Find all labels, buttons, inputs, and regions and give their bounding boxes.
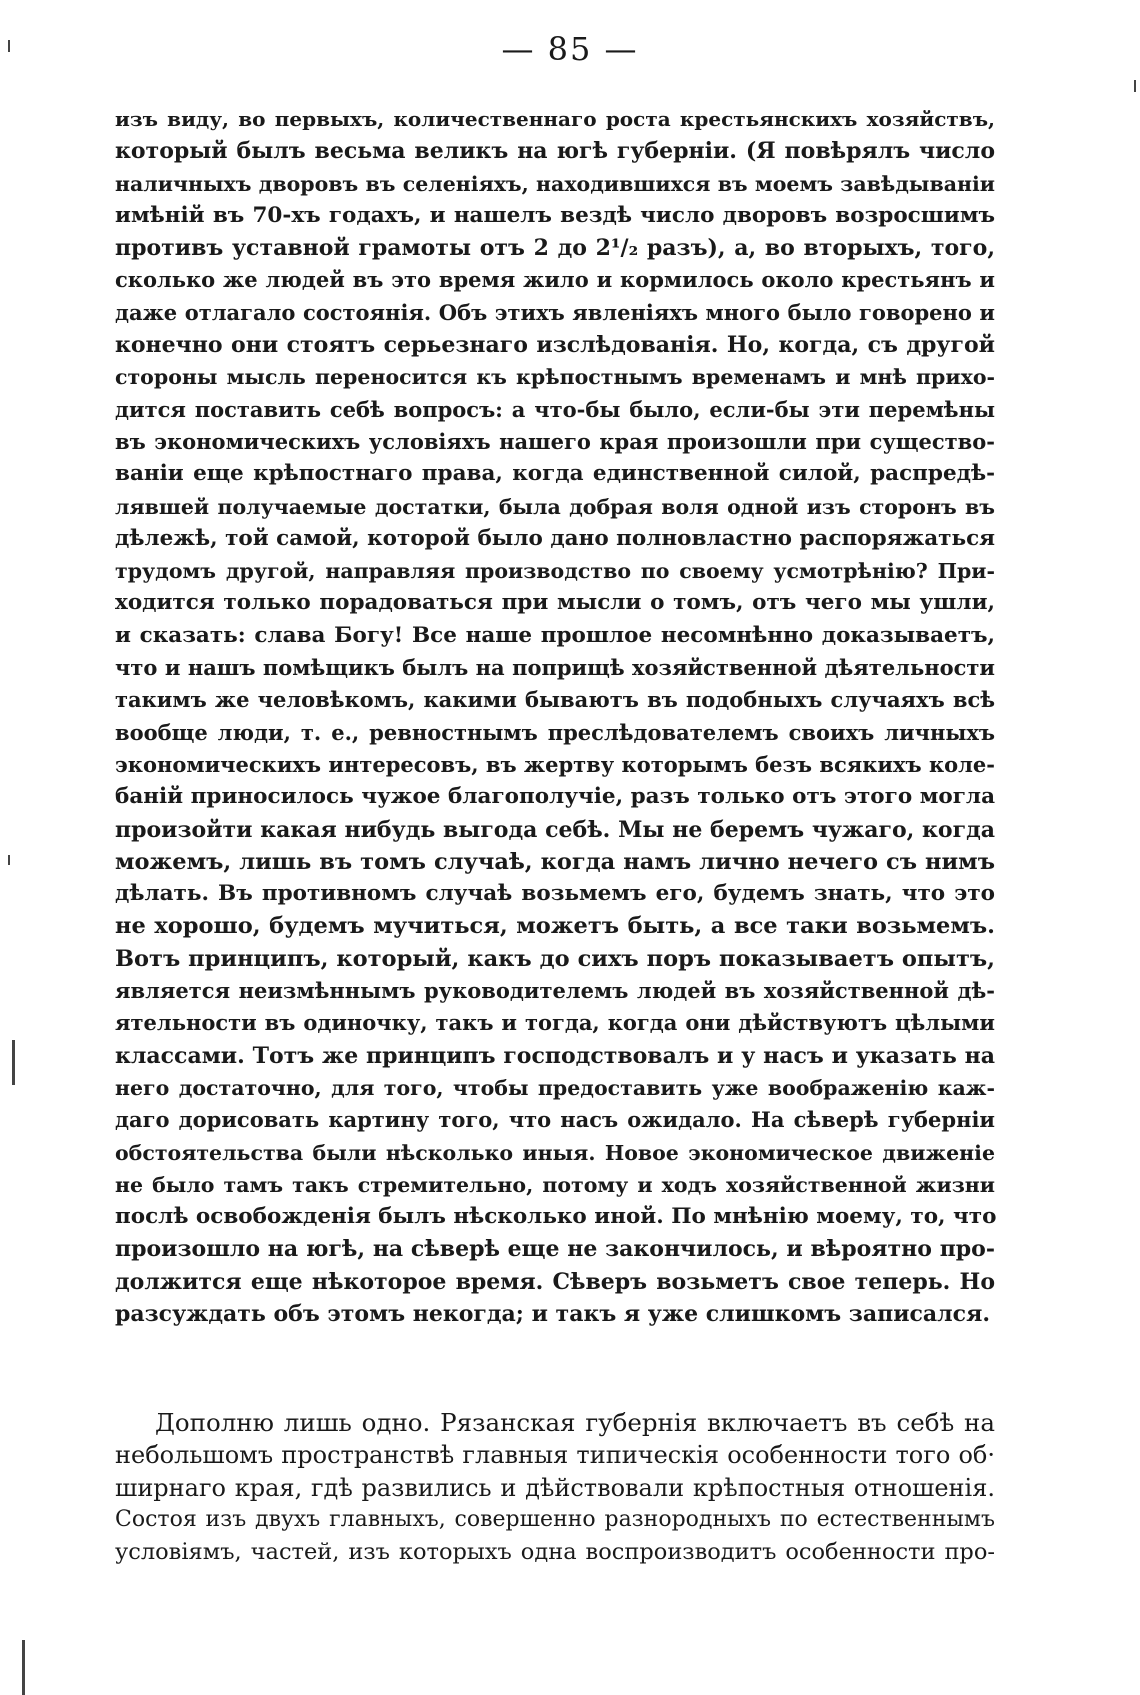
text-line: можемъ, лишь въ томъ случаѣ, когда намъ лично нечего съ нимъ <box>115 848 995 875</box>
text-line: условіямъ, частей, изъ которыхъ одна воспроизводитъ особенности про- <box>115 1539 995 1566</box>
text-line: Состоя изъ двухъ главныхъ, совершенно разнородныхъ по естественнымъ <box>115 1506 995 1532</box>
text-line: баній приносилось чужое благополучіе, разъ только отъ этого могла <box>115 784 995 810</box>
text-line: трудомъ другой, направляя производство по своему усмотрѣнію? При- <box>115 559 995 584</box>
text-line: стороны мысль переносится къ крѣпостнымъ временамъ и мнѣ прихо- <box>115 365 995 390</box>
text-line: Дополню лишь одно. Рязанская губернія включаетъ въ себѣ на <box>155 1408 995 1437</box>
text-line: разсуждать объ этомъ некогда; и такъ я уже слишкомъ записался. <box>115 1300 990 1327</box>
text-line: классами. Тотъ же принципъ господствовалъ и у насъ и указать на <box>115 1042 995 1069</box>
text-line: ширнаго края, гдѣ развились и дѣйствовали крѣпостныя отношенія. <box>115 1473 995 1502</box>
text-line: произошло на югѣ, на сѣверѣ еще не закончилось, и вѣроятно про- <box>115 1236 995 1263</box>
text-line: вообще люди, т. е., ревностнымъ преслѣдователемъ своихъ личныхъ <box>115 719 995 745</box>
text-line: что и нашъ помѣщикъ былъ на поприщѣ хозяйственной дѣятельности <box>115 655 995 681</box>
text-line: обстоятельства были нѣсколько иныя. Новое экономическое движеніе <box>115 1140 995 1165</box>
text-line: имѣній въ 70-хъ годахъ, и нашелъ вездѣ число дворовъ возросшимъ <box>115 202 995 228</box>
text-line: такимъ же человѣкомъ, какими бываютъ въ подобныхъ случаяхъ всѣ <box>115 687 995 713</box>
margin-mark <box>22 1640 25 1695</box>
margin-mark <box>12 1040 15 1085</box>
text-line: Вотъ принципъ, который, какъ до сихъ поръ показываетъ опытъ, <box>115 945 995 972</box>
text-line: даго дорисовать картину того, что насъ ожидало. На сѣверѣ губерніи <box>115 1107 995 1133</box>
text-line: послѣ освобожденія былъ нѣсколько иной. По мнѣнію моему, то, что <box>115 1204 997 1230</box>
text-line: должится еще нѣкоторое время. Сѣверъ возьметъ свое теперь. Но <box>115 1268 995 1295</box>
text-line: наличныхъ дворовъ въ селеніяхъ, находившихся въ моемъ завѣдываніи <box>115 171 995 196</box>
text-line: въ экономическихъ условіяхъ нашего края произошли при существо- <box>115 428 995 454</box>
text-line: ваніи еще крѣпостнаго права, когда единственной силой, распредѣ- <box>115 461 995 487</box>
text-line: дѣлежѣ, той самой, которой было дано полновластно распоряжаться <box>115 525 996 551</box>
text-line: ходится только порадоваться при мысли о томъ, отъ чего мы ушли, <box>115 590 995 616</box>
paragraph-2 <box>115 1407 995 1568</box>
page-number: — 85 — <box>501 30 639 68</box>
text-line: небольшомъ пространствѣ главныя типическія особенности того об· <box>115 1441 995 1470</box>
text-line: дѣлать. Въ противномъ случаѣ возьмемъ его, будемъ знать, что это <box>115 881 995 907</box>
text-line: не хорошо, будемъ мучиться, можетъ быть, а все таки возьмемъ. <box>115 913 995 940</box>
text-line: дится поставить себѣ вопросъ: а что-бы было, если-бы эти перемѣны <box>115 396 995 422</box>
text-line: и сказать: слава Богу! Все наше прошлое несомнѣнно доказываетъ, <box>115 622 995 648</box>
text-line: не было тамъ такъ стремительно, потому и ходъ хозяйственной жизни <box>115 1172 995 1197</box>
text-line: конечно они стоятъ серьезнаго изслѣдованія. Но, когда, съ другой <box>115 332 995 359</box>
text-line: даже отлагало состоянія. Объ этихъ явленіяхъ много было говорено и <box>115 299 995 325</box>
text-line: является неизмѣннымъ руководителемъ людей въ хозяйственной дѣ- <box>115 978 995 1004</box>
text-line: лявшей получаемые достатки, была добрая воля одной изъ сторонъ въ <box>115 494 995 519</box>
text-line: противъ уставной грамоты отъ 2 до 2¹/₂ разъ), а, во вторыхъ, того, <box>115 235 995 262</box>
text-line: экономическихъ интересовъ, въ жертву которымъ безъ всякихъ коле- <box>115 751 995 777</box>
text-line: сколько же людей въ это время жило и кормилось около крестьянъ и <box>115 267 995 293</box>
margin-mark <box>1134 80 1136 92</box>
text-line: произойти какая нибудь выгода себѣ. Мы не беремъ чужаго, когда <box>115 816 995 843</box>
paragraph-1 <box>115 103 995 1330</box>
text-line: ятельности въ одиночку, такъ и тогда, когда они дѣйствуютъ цѣлыми <box>115 1010 995 1036</box>
margin-mark <box>8 855 10 865</box>
text-line: изъ виду, во первыхъ, количественнаго роста крестьянскихъ хозяйствъ, <box>115 107 995 131</box>
text-line: него достаточно, для того, чтобы предоставить уже воображенію каж- <box>115 1075 995 1100</box>
text-line: который былъ весьма великъ на югѣ губерніи. (Я повѣрялъ число <box>115 138 995 165</box>
